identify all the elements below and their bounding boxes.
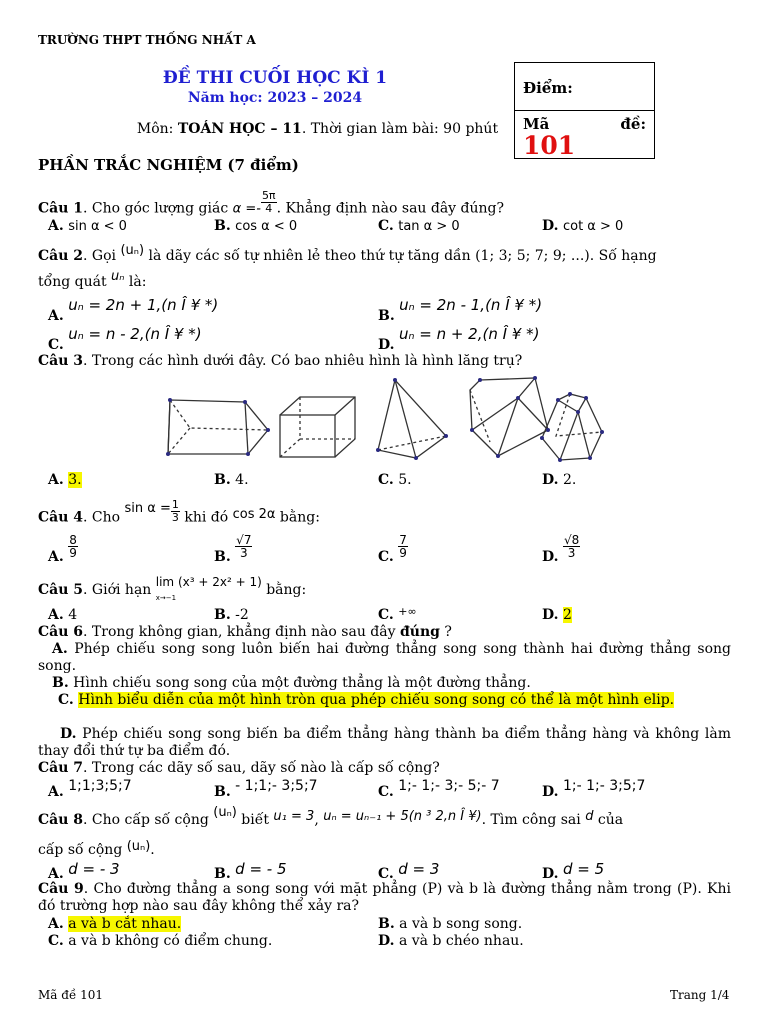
q9-option-b-value: a và b song song.: [399, 916, 523, 932]
q4-sin-fraction: [171, 499, 180, 524]
q2-option-b-label: B.: [378, 308, 395, 324]
q5-limit-sub: x→−1: [155, 594, 177, 602]
q5-limit-expr: lim (x³ + 2x² + 1): [155, 575, 262, 589]
q7-option-c-label: C.: [378, 784, 394, 800]
subject-name: TOÁN HỌC – 11: [177, 121, 302, 137]
score-label: Điểm:: [523, 79, 573, 97]
q4-text-a: . Cho: [83, 509, 125, 526]
q5-option-b-value: -2: [235, 607, 249, 623]
shape-prism-2: [470, 378, 548, 456]
shape-pyramid: [378, 380, 446, 458]
q2-option-a[interactable]: [48, 296, 219, 324]
q7-option-d-value: 1;- 1;- 3;5;7: [562, 778, 646, 794]
q4-cos: cos 2α: [232, 506, 276, 522]
q2-option-c-value: uₙ = n - 2,(n Î ¥ *): [68, 325, 202, 343]
q7-option-d-label: D.: [542, 784, 559, 800]
q4-option-a-fraction: [68, 534, 78, 559]
q6-option-d-text: Phép chiếu song song biến ba điểm thẳng hàng thành ba điểm thẳng hàng và không làm thay đổi thứ tự ba điểm đó.: [38, 726, 731, 759]
question-9: [38, 881, 731, 915]
q8-text-b: biết: [236, 812, 274, 828]
q1-option-c-value: tan α > 0: [398, 219, 460, 234]
q2-un2: uₙ: [111, 269, 125, 284]
q7-option-a-label: A.: [48, 784, 64, 800]
q5-option-b[interactable]: [214, 607, 249, 623]
question-6: [38, 624, 452, 640]
q1-option-a-label: A.: [48, 218, 64, 234]
footer-page-number: Trang 1/4: [670, 988, 730, 1002]
q8-option-a-value: d = - 3: [68, 860, 120, 878]
q3-option-d-value: 2.: [562, 472, 577, 488]
q9-option-a-value: a và b cắt nhau.: [68, 916, 182, 932]
q4-option-c-label: C.: [378, 548, 394, 565]
q1-option-d[interactable]: [542, 218, 623, 234]
q2-option-d-label: D.: [378, 337, 395, 353]
q8-option-d-label: D.: [542, 866, 559, 882]
q2-text-d: là:: [124, 274, 147, 290]
q8-option-b[interactable]: [214, 860, 287, 882]
q6-option-b-label: B.: [52, 675, 69, 691]
q4-option-b-num: √7: [236, 533, 252, 547]
q3-option-c-value: 5.: [398, 472, 412, 488]
q1-option-d-label: D.: [542, 218, 559, 234]
code-label-2: đề:: [620, 115, 646, 133]
q8-option-a-label: A.: [48, 866, 64, 882]
q9-option-d-value: a và b chéo nhau.: [398, 933, 524, 949]
q5-option-d-label: D.: [542, 607, 559, 623]
q9-option-a-label: A.: [48, 916, 64, 932]
q1-option-b[interactable]: [214, 218, 297, 234]
q8-option-b-label: B.: [214, 866, 231, 882]
q7-option-c-value: 1;- 1;- 3;- 5;- 7: [398, 778, 500, 794]
q4-option-d-label: D.: [542, 548, 559, 565]
q5-label: Câu 5: [38, 582, 84, 598]
section-title: PHẦN TRẮC NGHIỆM (7 điểm): [38, 156, 299, 174]
q6-label: Câu 6: [38, 624, 84, 640]
q5-limit: [155, 575, 262, 602]
q3-option-c[interactable]: [378, 472, 412, 488]
q4-option-c-den: 9: [399, 546, 407, 560]
q1-option-b-value: cos α < 0: [235, 219, 298, 234]
q5-option-c[interactable]: [378, 607, 417, 623]
q4-option-b-den: 3: [239, 546, 248, 560]
q5-option-a-label: A.: [48, 607, 64, 623]
q6-option-a-label: A.: [52, 641, 68, 657]
q4-option-c-fraction: [398, 534, 408, 559]
q8-un: (uₙ): [213, 805, 237, 820]
q9-option-c-value: a và b không có điểm chung.: [68, 933, 273, 949]
q5-option-a[interactable]: [48, 607, 77, 623]
q2-un: (uₙ): [120, 243, 145, 258]
q7-option-d[interactable]: [542, 778, 646, 800]
subject-line: [130, 120, 505, 138]
q2-text-a: . Gọi: [83, 248, 121, 264]
q9-option-b-label: B.: [378, 916, 395, 932]
q5-option-c-label: C.: [378, 607, 394, 623]
q1-alpha: α =-: [232, 201, 261, 217]
q4-option-c-num: 7: [399, 533, 407, 547]
q3-option-d[interactable]: [542, 472, 576, 488]
q9-option-d-label: D.: [378, 933, 395, 949]
q2-option-b-value: uₙ = 2n - 1,(n Î ¥ *): [399, 296, 543, 314]
q5-option-d[interactable]: [542, 607, 572, 623]
q2-option-b[interactable]: [378, 296, 543, 324]
q9-option-c[interactable]: [48, 933, 272, 949]
q8-option-d[interactable]: [542, 860, 605, 882]
q6-text-b: ?: [439, 624, 452, 640]
exam-title: ĐỀ THI CUỐI HỌC KÌ 1: [162, 68, 388, 88]
question-5: [38, 575, 307, 602]
q7-label: Câu 7: [38, 760, 84, 776]
q4-option-b-fraction: [235, 534, 252, 559]
q5-text-b: bằng:: [261, 582, 307, 598]
code-label-1: Mã: [523, 115, 550, 133]
q4-sin-den: 3: [171, 511, 179, 524]
q4-option-d-den: 3: [567, 546, 576, 560]
q3-option-b[interactable]: [214, 472, 249, 488]
question-8: [38, 805, 624, 828]
q8-option-c[interactable]: [378, 860, 440, 882]
q8-comma: ,: [314, 812, 319, 828]
q2-label: Câu 2: [38, 248, 84, 264]
q9-label: Câu 9: [38, 881, 84, 897]
q3-option-d-label: D.: [542, 472, 559, 488]
q7-option-a-value: 1;1;3;5;7: [68, 778, 132, 794]
q1-option-d-value: cot α > 0: [562, 219, 624, 234]
q8-u1: u₁ = 3: [273, 809, 315, 824]
q6-option-d-label: D.: [60, 726, 77, 742]
q4-option-a-den: 9: [69, 546, 77, 560]
q4-text-b: khi đó: [179, 509, 233, 526]
q8-option-b-value: d = - 5: [235, 860, 287, 878]
q1-text-before: . Cho góc lượng giác: [83, 200, 233, 217]
q4-option-c[interactable]: [378, 533, 408, 565]
q8-option-c-value: d = 3: [398, 860, 440, 878]
question-8-line-2: [38, 839, 155, 858]
q1-frac-num: 5π: [261, 189, 276, 202]
q4-option-d[interactable]: [542, 533, 580, 565]
q7-option-b-value: - 1;1;- 3;5;7: [235, 778, 318, 794]
q9-option-a[interactable]: [48, 916, 181, 932]
q1-label: Câu 1: [38, 200, 84, 217]
q6-option-a-text: Phép chiếu song song luôn biến hai đường thẳng song song thành hai đường thẳng song song.: [38, 641, 731, 674]
q2-option-d[interactable]: [378, 325, 540, 353]
q4-option-a[interactable]: [48, 533, 78, 565]
q8-text-c: . Tìm công sai: [481, 812, 586, 828]
q5-option-b-label: B.: [214, 607, 231, 623]
score-box: [514, 62, 655, 159]
q1-text-after: . Khẳng định nào sau đây đúng?: [276, 200, 505, 217]
q3-option-c-label: C.: [378, 472, 394, 488]
q8-option-a[interactable]: [48, 860, 120, 882]
q4-option-a-num: 8: [69, 533, 77, 547]
q4-option-b-label: B.: [214, 548, 231, 565]
q5-option-c-value: +∞: [398, 605, 417, 618]
q3-option-b-label: B.: [214, 472, 231, 488]
q2-text-c: tổng quát: [38, 274, 112, 290]
q4-option-b[interactable]: [214, 533, 252, 565]
q3-text: . Trong các hình dưới đây. Có bao nhiêu hình là hình lăng trụ?: [83, 353, 523, 369]
q1-option-b-label: B.: [214, 218, 231, 234]
q5-option-d-value: 2: [562, 607, 572, 623]
subject-prefix: Môn:: [136, 121, 178, 137]
question-4: [38, 498, 320, 530]
q8-text-a: . Cho cấp số cộng: [83, 812, 214, 828]
q8-label: Câu 8: [38, 812, 84, 828]
q9-option-d[interactable]: [378, 933, 524, 949]
q8-recurrence: uₙ = uₙ₋₁ + 5(n ³ 2,n Î ¥): [323, 809, 482, 824]
q1-option-a-value: sin α < 0: [68, 219, 127, 234]
q7-option-b[interactable]: [214, 778, 318, 800]
question-3: [38, 353, 522, 369]
q6-text-bold: đúng: [399, 624, 440, 640]
q9-text: . Cho đường thẳng a song song với mặt phẳng (P) và b là đường thẳng nằm trong (P). Khi đó trường hợp nào sau đây không thể xảy ra?: [38, 881, 731, 914]
score-box-divider: [515, 110, 654, 111]
shape-prism-1: [168, 400, 268, 454]
q2-option-a-value: uₙ = 2n + 1,(n Î ¥ *): [68, 296, 219, 314]
q4-option-d-num: √8: [563, 533, 580, 547]
school-name: TRƯỜNG THPT THỐNG NHẤT A: [38, 33, 256, 47]
q5-text-a: . Giới hạn: [83, 582, 156, 598]
q2-option-d-value: uₙ = n + 2,(n Î ¥ *): [398, 325, 540, 343]
q7-option-c[interactable]: [378, 778, 500, 800]
q1-fraction: [261, 190, 277, 215]
q1-option-c[interactable]: [378, 218, 460, 234]
q4-option-d-fraction: [563, 534, 580, 559]
q6-option-b-text: Hình chiếu song song của một đường thẳng là một đường thẳng.: [68, 675, 531, 691]
q7-option-b-label: B.: [214, 784, 231, 800]
q6-option-b[interactable]: [38, 675, 731, 692]
q6-option-c-text: Hình biểu diễn của một hình tròn qua phép chiếu song song có thể là một hình elip.: [78, 692, 675, 708]
q8-option-d-value: d = 5: [562, 860, 605, 878]
q4-text-c: bằng:: [275, 509, 320, 526]
q8-text-f: .: [150, 842, 155, 858]
q6-option-a[interactable]: [38, 641, 731, 675]
q3-option-a-label: A.: [48, 472, 64, 488]
q3-label: Câu 3: [38, 353, 84, 369]
q4-option-a-label: A.: [48, 548, 64, 565]
q8-text-e: cấp số cộng: [38, 842, 127, 858]
q4-label: Câu 4: [38, 509, 84, 526]
q2-text-b: là dãy các số tự nhiên lẻ theo thứ tự tăng dần (1; 3; 5; 7; 9; ...). Số hạng: [144, 248, 657, 264]
q8-option-c-label: C.: [378, 866, 394, 882]
q6-option-c-label: C.: [58, 692, 74, 708]
question-2: [38, 243, 657, 264]
q8-text-d: của: [593, 812, 624, 828]
q9-option-c-label: C.: [48, 933, 64, 949]
q6-option-d[interactable]: [38, 726, 731, 760]
q3-option-b-value: 4.: [235, 472, 249, 488]
footer-exam-code: Mã đề 101: [38, 988, 104, 1002]
q3-option-a[interactable]: [48, 472, 82, 488]
question-2-line-2: [38, 269, 147, 290]
q9-option-b[interactable]: [378, 916, 522, 932]
q5-option-a-value: 4: [68, 607, 78, 623]
shape-cube: [280, 397, 355, 457]
subject-suffix: . Thời gian làm bài: 90 phút: [301, 121, 499, 137]
shape-frustum: [542, 394, 602, 460]
q6-option-c[interactable]: [38, 692, 731, 709]
exam-year: Năm học: 2023 – 2024: [187, 90, 363, 106]
q6-text-a: . Trong không gian, khẳng định nào sau đây: [83, 624, 400, 640]
q7-option-a[interactable]: [48, 778, 132, 800]
q1-option-c-label: C.: [378, 218, 394, 234]
q4-sin-num: 1: [171, 498, 179, 511]
q4-sin: sin α =: [124, 500, 171, 516]
q2-option-c-label: C.: [48, 337, 64, 353]
q1-frac-den: 4: [265, 202, 273, 215]
q8-un2: (uₙ): [126, 839, 151, 854]
q1-option-a[interactable]: [48, 218, 127, 234]
q3-option-a-value: 3.: [68, 472, 82, 488]
q3-shapes-figure: [150, 370, 610, 466]
question-7: [38, 760, 440, 776]
q2-option-c[interactable]: [48, 325, 202, 353]
q7-text: . Trong các dãy số sau, dãy số nào là cấp số cộng?: [83, 760, 440, 776]
exam-code-value: 101: [523, 131, 576, 160]
q2-option-a-label: A.: [48, 308, 64, 324]
q8-d: d: [585, 809, 594, 824]
